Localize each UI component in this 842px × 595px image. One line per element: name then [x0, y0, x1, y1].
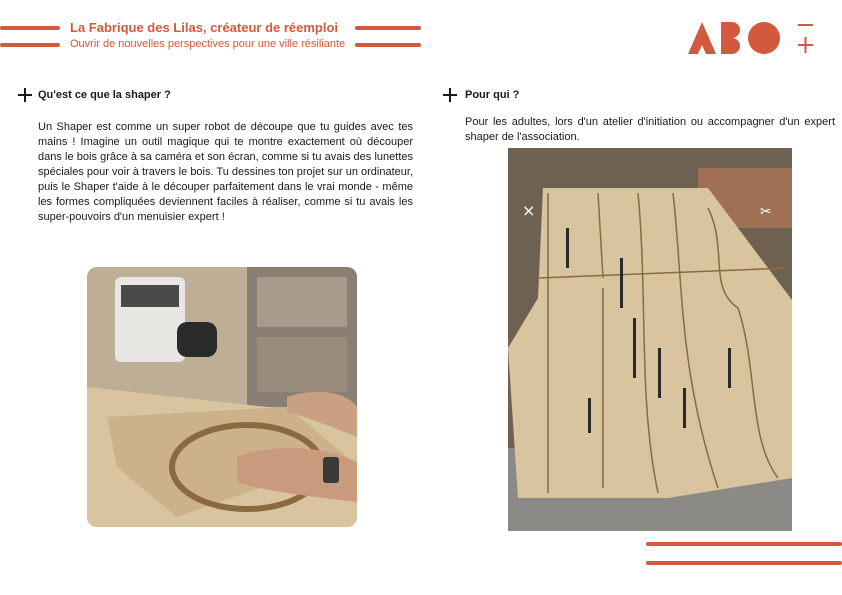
logo-letter-b — [721, 22, 740, 54]
shaper-photo — [87, 267, 357, 527]
svg-text:×: × — [522, 201, 536, 220]
footer-rule-bottom — [646, 561, 842, 565]
plus-icon — [18, 88, 32, 102]
header-subtitle: Ouvrir de nouvelles perspectives pour une ville résiliante — [70, 38, 346, 50]
logo-letter-o — [748, 22, 780, 54]
right-heading: Pour qui ? — [465, 89, 520, 101]
header-rule-left-top — [0, 26, 60, 30]
svg-text:✂: ✂ — [760, 204, 772, 220]
left-paragraph: Un Shaper est comme un super robot de découpe que tu guides avec tes mains ! Imagine un outil magique qui te montre exactement où découper dans le bois grâce à sa caméra et son écran, comme si tu avais des lunettes spéciales pour voir à travers le bois. Tu dessines ton projet sur un ordinateur, puis le Shaper t'aide à le découper parfaitement dans le vrai monde - même les formes compliquées deviennent faciles à réaliser, comme si tu avais les super-pouvoirs d'un menuisier expert ! — [38, 121, 413, 223]
header-rule-left-bottom — [0, 43, 60, 47]
right-paragraph: Pour les adultes, lors d'un atelier d'initiation ou accompagner d'un expert shaper de l'association. — [465, 116, 835, 143]
plus-icon — [443, 88, 457, 102]
minus-plus-icon — [798, 25, 813, 53]
header-rule-right-top — [355, 26, 421, 30]
header-title: La Fabrique des Lilas, créateur de réemploi — [70, 20, 339, 35]
shaper-cut-board-photo — [508, 148, 792, 531]
footer-rule-top — [646, 542, 842, 546]
header-rule-right-bottom — [355, 43, 421, 47]
left-heading: Qu'est ce que la shaper ? — [38, 89, 171, 101]
abo-logo — [688, 20, 818, 56]
logo-letter-a — [688, 22, 716, 54]
